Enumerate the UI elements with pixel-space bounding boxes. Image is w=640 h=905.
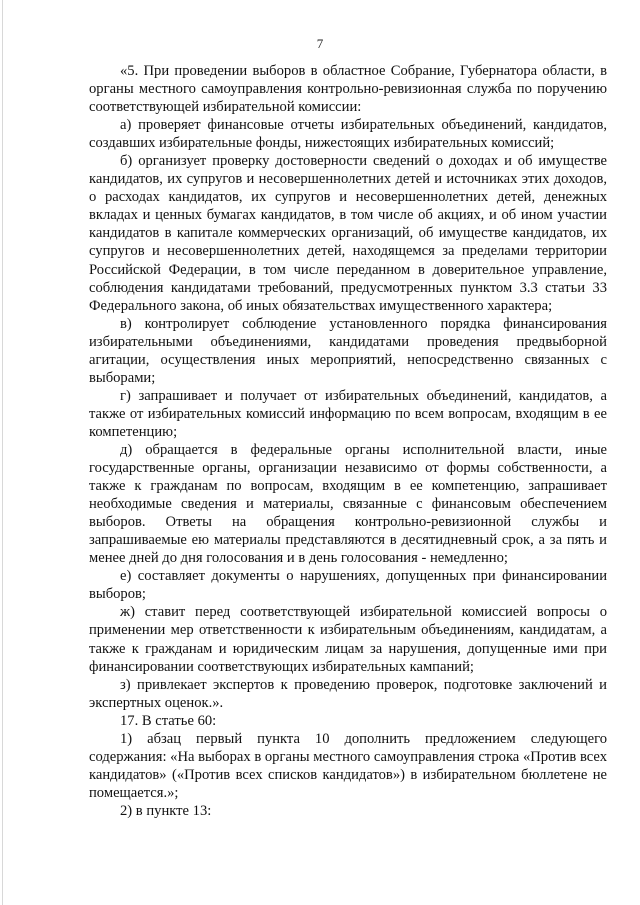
paragraph-intro: «5. При проведении выборов в областное Собрание, Губернатора области, в органы местного самоуправления контрольно-ревизионная служба по поручению соответствующей избирательной комиссии: <box>89 63 607 116</box>
paragraph-item-g: г) запрашивает и получает от избирательных объединений, кандидатов, а также от избирательных комиссий информацию по всем вопросам, входящим в ее компетенцию; <box>89 387 607 440</box>
page-number: 7 <box>316 36 324 51</box>
paragraph-item-zh: ж) ставит перед соответствующей избирательной комиссией вопросы о применении мер ответственности к избирательным объединениям, кандидатам, а также к гражданам и юридическим лицам за нарушения, допущенные ими при финансировании соответствующих избирательных кампаний; <box>89 604 607 675</box>
paragraph-subitem-2: 2) в пункте 13: <box>120 802 212 819</box>
paragraph-item-b: б) организует проверку достоверности сведений о доходах и об имуществе кандидатов, их супругов и несовершеннолетних детей и источниках этих доходов, о расходах кандидатов, их супругов и несовершеннолетних детей, денежных вкладах и ценных бумагах кандидатов, в том числе об акциях, и об ином участии кандидатов в капитале коммерческих организаций, об имуществе кандидатов, их супругов и несовершеннолетних детей, находящемся за пределами территории Российской Федерации, в том числе переданном в доверительное управление, соблюдения кандидатами требований, предусмотренных пунктом 3.3 статьи 33 Федерального закона, об иных обязательствах имущественного характера; <box>89 153 607 314</box>
paragraph-item-v: в) контролирует соблюдение установленного порядка финансирования избирательными объединениями, кандидатами проведения предвыборной агитации, осуществления иных мероприятий, непосредственно связанных с выборами; <box>89 315 607 386</box>
paragraph-item-z: з) привлекает экспертов к проведению проверок, подготовке заключений и экспертных оценок.». <box>89 676 607 711</box>
paragraph-article-17: 17. В статье 60: <box>120 712 217 729</box>
paragraph-subitem-1: 1) абзац первый пункта 10 дополнить предложением следующего содержания: «На выборах в органы местного самоуправления строка «Против всех кандидатов» («Против всех списков кандидатов») в избирательном бюллетене не помещается.»; <box>89 730 607 801</box>
document-body <box>89 62 607 820</box>
paragraph-item-a: а) проверяет финансовые отчеты избирательных объединений, кандидатов, создавших избирательные фонды, нижестоящих избирательных комиссий; <box>89 117 607 152</box>
page-edge <box>2 0 3 905</box>
paragraph-item-e: е) составляет документы о нарушениях, допущенных при финансировании выборов; <box>89 568 607 603</box>
paragraph-item-d: д) обращается в федеральные органы исполнительной власти, иные государственные органы, организации независимо от формы собственности, а также к гражданам по вопросам, входящим в ее компетенцию, запрашивает необходимые сведения и материалы, связанные с финансовым обеспечением выборов. Ответы на обращения контрольно-ревизионной службы и запрашиваемые ею материалы представляются в десятидневный срок, а за пять и менее дней до дня голосования и в день голосования - немедленно; <box>89 441 607 567</box>
